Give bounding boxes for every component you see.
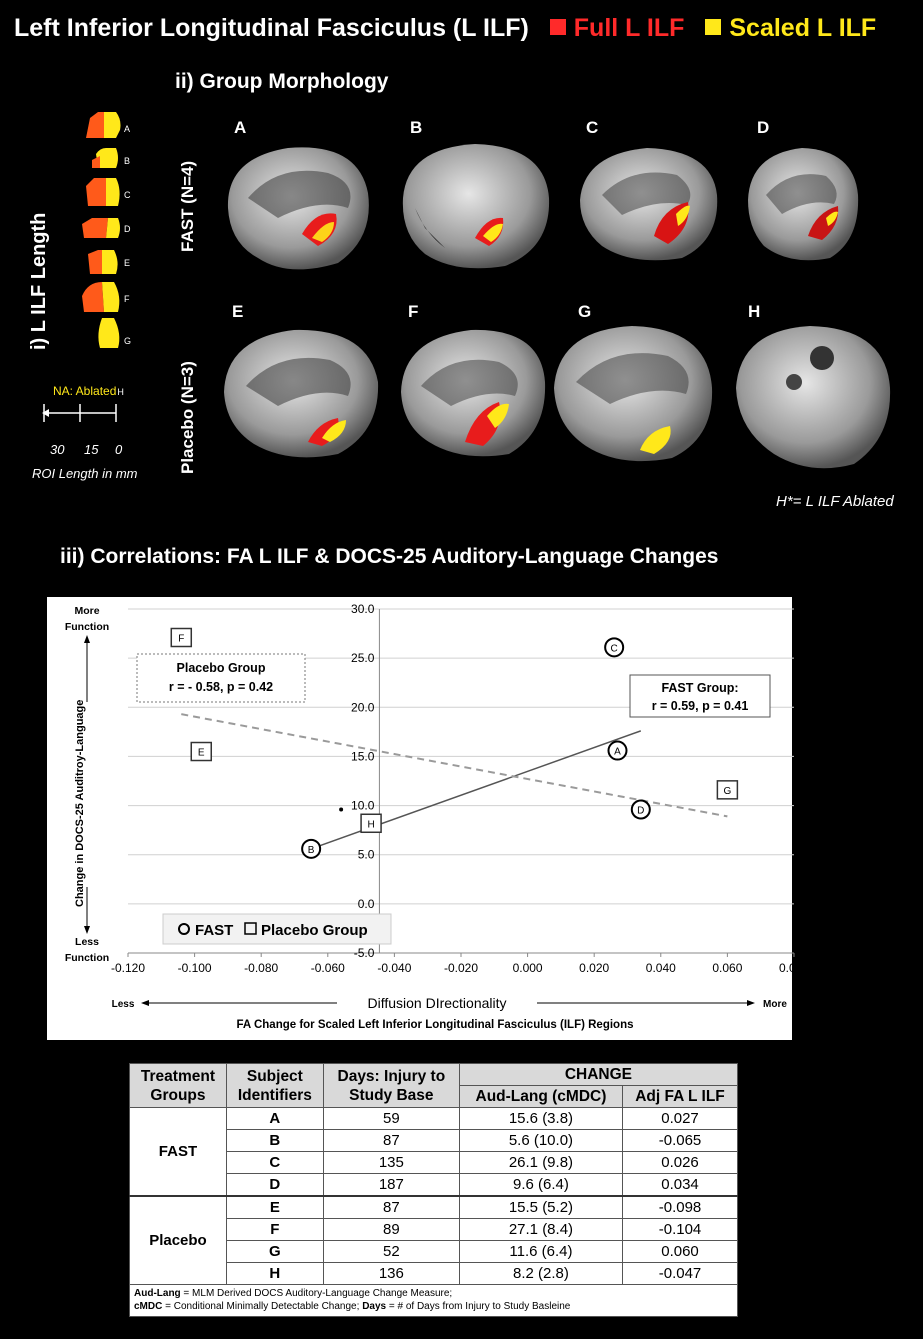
brain-image-g	[548, 318, 718, 468]
table-notes	[129, 1285, 738, 1317]
note-2-term: cMDC	[134, 1301, 163, 1312]
y-tick-label: 10.0	[351, 798, 375, 813]
length-panel	[26, 100, 136, 500]
fast-row-label: FAST (N=4)	[178, 160, 197, 252]
audlang-cell: 11.6 (6.4)	[459, 1241, 622, 1263]
brain-image-c	[572, 140, 722, 265]
subject-cell: C	[226, 1152, 323, 1174]
subject-cell: E	[226, 1196, 323, 1219]
length-letter-e: E	[124, 258, 131, 268]
x-tick-label: -0.040	[377, 961, 412, 975]
header-treatment-line2: Groups	[150, 1086, 206, 1104]
panel-letter-g: G	[578, 302, 592, 321]
point-label-e: E	[197, 747, 205, 759]
panel-letter-f: F	[408, 302, 419, 321]
length-bar-f	[82, 282, 119, 312]
x-tick-label: 0.020	[579, 961, 610, 975]
point-label-c: C	[610, 643, 618, 655]
adjfa-cell: -0.065	[623, 1130, 738, 1152]
length-bar-a	[86, 112, 121, 138]
main-title	[14, 14, 876, 43]
table-body	[130, 1108, 738, 1285]
brain-image-a	[218, 138, 378, 273]
y-less-line2: Function	[64, 952, 110, 964]
correlations-title: iii) Correlations: FA L ILF & DOCS-25 Auditory-Language Changes	[60, 545, 719, 568]
adjfa-cell: 0.027	[623, 1108, 738, 1130]
days-cell: 187	[323, 1174, 459, 1197]
panel-letter-e: E	[232, 302, 244, 321]
morphology-title: ii) Group Morphology	[175, 70, 389, 93]
panel-letter-a: A	[234, 118, 247, 137]
length-bar-e	[88, 250, 118, 274]
header-days-line2: Study Base	[349, 1086, 434, 1104]
panel-letter-b: B	[410, 118, 423, 137]
length-bars	[76, 106, 136, 371]
note-1: = MLM Derived DOCS Auditory-Language Change Measure;	[180, 1288, 453, 1299]
x-more-label: More	[763, 999, 787, 1010]
x-arrow-right-head	[747, 1000, 755, 1006]
chart-trendlines	[181, 714, 727, 849]
x-axis-label: Diffusion DIrectionality	[367, 995, 507, 1011]
header-subject-line2: Identifiers	[237, 1086, 312, 1104]
brain-image-f	[395, 322, 550, 462]
days-cell: 52	[323, 1241, 459, 1263]
subject-cell: H	[226, 1263, 323, 1285]
adjfa-cell: -0.104	[623, 1219, 738, 1241]
adjfa-cell: -0.098	[623, 1196, 738, 1219]
panel-letter-h: H	[748, 302, 761, 321]
header-adjfa: Adj FA L ILF	[623, 1086, 738, 1108]
x-tick-label: 0.000	[512, 961, 543, 975]
audlang-cell: 15.6 (3.8)	[459, 1108, 622, 1130]
length-letter-b: B	[124, 156, 131, 166]
y-less-line1: Less	[75, 936, 99, 948]
point-label-h: H	[367, 819, 375, 831]
scale-tick-15: 15	[84, 442, 99, 457]
brain-image-e	[218, 322, 383, 462]
placebo-annotation-line1: Placebo Group	[176, 661, 266, 675]
x-tick-label: 0.060	[712, 961, 743, 975]
days-cell: 89	[323, 1219, 459, 1241]
header-treatment-line1: Treatment	[140, 1067, 215, 1085]
scatter-chart	[47, 597, 809, 1040]
point-label-g: G	[723, 785, 732, 797]
ablated-note	[53, 384, 124, 398]
chart-svg	[47, 597, 809, 1040]
adjfa-cell: 0.026	[623, 1152, 738, 1174]
length-letter-f: F	[124, 294, 130, 304]
placebo-annotation-line2: r = - 0.58, p = 0.42	[168, 680, 274, 694]
length-letter-d: D	[124, 224, 131, 234]
fast-annotation-line2: r = 0.59, p = 0.41	[651, 699, 749, 713]
audlang-cell: 5.6 (10.0)	[459, 1130, 622, 1152]
results-table	[129, 1063, 738, 1285]
header-subject-line1: Subject	[246, 1067, 303, 1085]
header-days	[323, 1064, 459, 1108]
header-treatment	[130, 1064, 227, 1108]
ablated-text: NA: Ablated	[53, 384, 117, 398]
days-cell: 136	[323, 1263, 459, 1285]
header-days-line1: Days: Injury to	[337, 1067, 446, 1085]
x-less-label: Less	[111, 999, 135, 1010]
x-tick-label: -0.060	[310, 961, 345, 975]
x-tick-label: 0.080	[778, 961, 809, 975]
y-tick-label: 0.0	[357, 896, 375, 911]
y-arrow-down-head	[84, 926, 90, 934]
fast-annotation-line1: FAST Group:	[661, 681, 739, 695]
header-subject	[226, 1064, 323, 1108]
subject-cell: B	[226, 1130, 323, 1152]
title-text: Left Inferior Longitudinal Fasciculus (L ILF)	[14, 14, 529, 42]
point-label-b: B	[307, 844, 315, 856]
length-letter-c: C	[124, 190, 131, 200]
x-tick-label: -0.020	[443, 961, 479, 975]
audlang-cell: 26.1 (9.8)	[459, 1152, 622, 1174]
placebo-row-label: Placebo (N=3)	[178, 361, 197, 474]
length-bar-c	[86, 178, 120, 206]
header-audlang: Aud-Lang (cMDC)	[459, 1086, 622, 1108]
y-tick-label: -5.0	[353, 946, 375, 960]
length-letter-a: A	[124, 124, 131, 134]
data-point-dot	[339, 808, 343, 812]
scaled-legend-label: Scaled L ILF	[729, 14, 877, 42]
subject-cell: A	[226, 1108, 323, 1130]
subject-cell: D	[226, 1174, 323, 1197]
scaled-legend-swatch	[705, 19, 721, 35]
x-tick-label: -0.080	[244, 961, 279, 975]
legend-placebo-label: Placebo Group	[261, 922, 368, 939]
days-cell: 87	[323, 1130, 459, 1152]
audlang-cell: 15.5 (5.2)	[459, 1196, 622, 1219]
days-cell: 135	[323, 1152, 459, 1174]
table-row	[130, 1196, 738, 1219]
audlang-cell: 8.2 (2.8)	[459, 1263, 622, 1285]
scale-label: ROI Length in mm	[32, 466, 138, 481]
table-row	[130, 1108, 738, 1130]
length-bar-g	[98, 318, 119, 348]
scale-tick-0: 0	[115, 442, 123, 457]
length-bar-b	[92, 148, 118, 168]
point-label-a: A	[614, 746, 621, 758]
y-arrow-up-head	[84, 635, 90, 643]
length-bar-d	[82, 218, 120, 238]
x-tick-label: -0.120	[110, 961, 146, 975]
scale-arrow	[40, 400, 120, 426]
y-axis-label: Change in DOCS-25 Auditroy-Language	[74, 699, 86, 907]
point-label-f: F	[178, 633, 185, 645]
adjfa-cell: 0.060	[623, 1241, 738, 1263]
audlang-cell: 27.1 (8.4)	[459, 1219, 622, 1241]
header-change: CHANGE	[459, 1064, 737, 1086]
y-more-line2: Function	[64, 621, 110, 633]
panel-letter-d: D	[757, 118, 770, 137]
adjfa-cell: 0.034	[623, 1174, 738, 1197]
length-panel-title: i) L ILF Length	[28, 212, 50, 350]
brain-image-d	[742, 140, 862, 265]
note-3-term: Days	[362, 1301, 387, 1312]
subject-cell: G	[226, 1241, 323, 1263]
x-axis-sublabel: FA Change for Scaled Left Inferior Longitudinal Fasciculus (ILF) Regions	[236, 1019, 634, 1031]
x-arrow-left-head	[141, 1000, 149, 1006]
audlang-cell: 9.6 (6.4)	[459, 1174, 622, 1197]
group-cell: Placebo	[130, 1196, 227, 1285]
group-cell: FAST	[130, 1108, 227, 1197]
y-tick-label: 25.0	[351, 651, 375, 666]
adjfa-cell: -0.047	[623, 1263, 738, 1285]
y-tick-label: 30.0	[351, 602, 375, 616]
note-3: = # of Days from Injury to Study Basleine	[386, 1301, 571, 1312]
x-tick-label: 0.040	[645, 961, 676, 975]
x-tick-label: -0.100	[177, 961, 212, 975]
ablated-letter: H	[117, 387, 124, 397]
note-1-term: Aud-Lang	[134, 1288, 181, 1299]
days-cell: 87	[323, 1196, 459, 1219]
point-label-d: D	[637, 805, 645, 817]
panel-letter-c: C	[586, 118, 599, 137]
data-table	[129, 1063, 738, 1317]
length-letter-g: G	[124, 336, 132, 346]
subject-cell: F	[226, 1219, 323, 1241]
ablated-footnote: H*= L ILF Ablated	[776, 493, 894, 510]
brain-image-b	[395, 138, 555, 273]
scale-tick-30: 30	[50, 442, 65, 457]
days-cell: 59	[323, 1108, 459, 1130]
y-tick-label: 15.0	[351, 749, 375, 764]
y-tick-label: 5.0	[357, 847, 375, 862]
legend-fast-label: FAST	[195, 922, 234, 939]
y-tick-label: 20.0	[351, 700, 375, 715]
full-legend-label: Full L ILF	[573, 14, 685, 42]
brain-image-h	[730, 318, 895, 478]
y-more-line1: More	[74, 605, 100, 617]
full-legend-swatch	[550, 19, 566, 35]
note-2: = Conditional Minimally Detectable Change;	[162, 1301, 363, 1312]
